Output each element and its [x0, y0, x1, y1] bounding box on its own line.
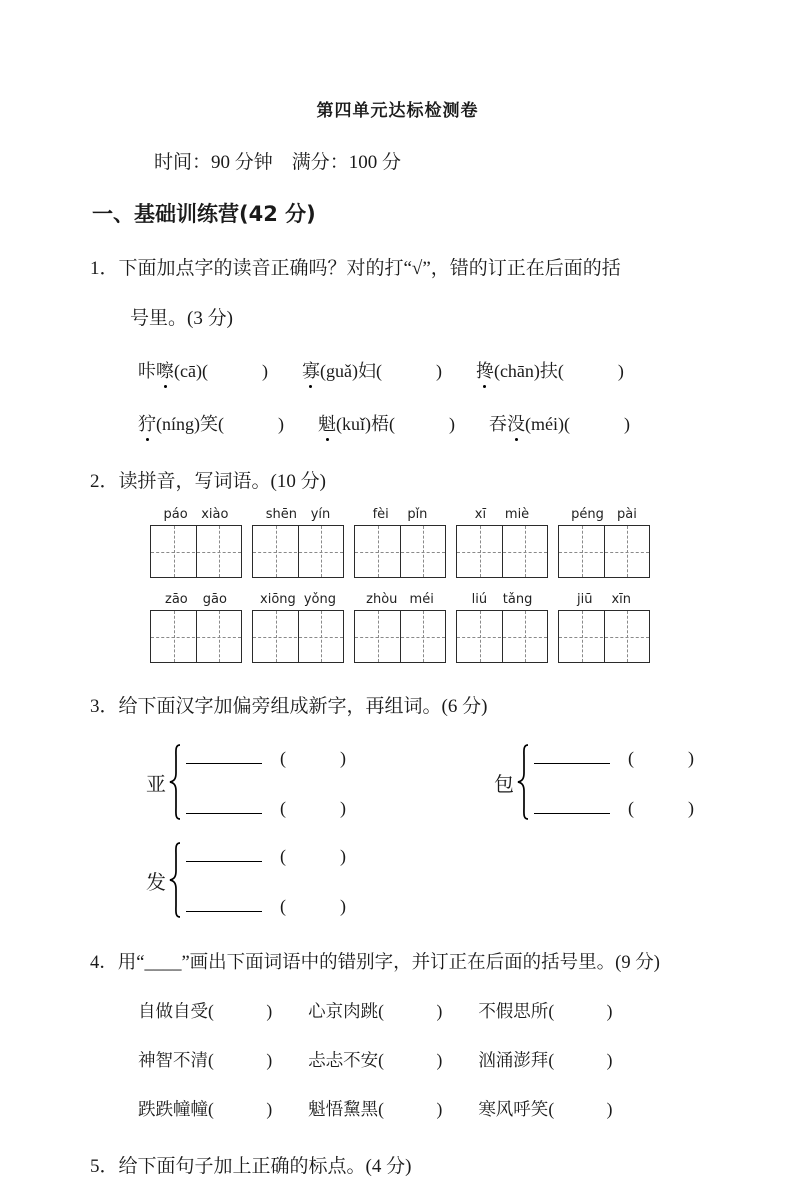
pinyin-syllable: miè [504, 507, 530, 522]
pinyin-label [354, 507, 446, 522]
q1-word-row-1 [138, 357, 705, 383]
q1-item-dotted-char: 没 [507, 410, 525, 436]
pinyin-word-group [456, 592, 548, 663]
writing-grid-box [252, 525, 344, 578]
pinyin-syllable: shēn [265, 507, 297, 522]
pinyin-word-group [354, 592, 446, 663]
q4-item [308, 998, 442, 1023]
q1-item-pre: 咔 [138, 361, 156, 381]
q3-answer-row [186, 744, 346, 770]
pinyin-syllable: jiū [576, 592, 593, 607]
writing-grid-box [456, 610, 548, 663]
q4-item [478, 1096, 612, 1121]
question-1 [90, 253, 705, 436]
pinyin-label [456, 507, 548, 522]
answer-blank: ( ) [389, 414, 455, 434]
answer-blank: ( ) [378, 1099, 443, 1119]
pinyin-syllable: zāo [165, 592, 188, 607]
q3-answer-row [186, 892, 346, 918]
q4-word: 心京肉跳 [308, 1001, 379, 1021]
q3-heading: 3．给下面汉字加偏旁组成新字，再组词。(6 分) [90, 696, 488, 717]
pinyin-syllable: páo [163, 507, 188, 522]
writing-grid-box [150, 525, 242, 578]
q3-answer-row [534, 744, 694, 770]
q1-item-post: (guǎ)妇 [319, 361, 376, 381]
q4-item [308, 1047, 442, 1072]
q1-item [302, 357, 442, 383]
q4-item [478, 998, 612, 1023]
q1-item [318, 410, 455, 436]
pinyin-label [150, 592, 242, 607]
answer-blank: ( ) [548, 1099, 613, 1119]
q3-answer-row [186, 842, 346, 868]
brace-icon [168, 742, 182, 822]
writing-grid-box [456, 525, 548, 578]
q4-word-row-1 [138, 998, 705, 1023]
pinyin-label [252, 592, 344, 607]
paper-title: 第四单元达标检测卷 [316, 101, 479, 121]
answer-line [186, 798, 262, 814]
pinyin-word-group [354, 507, 446, 578]
q1-text-line-2: 号里。(3 分) [130, 308, 233, 329]
writing-grid-box [558, 610, 650, 663]
q1-item [476, 357, 624, 383]
pinyin-syllable: xī [474, 507, 487, 522]
answer-line [186, 846, 262, 862]
writing-grid-box [252, 610, 344, 663]
pinyin-syllable: gāo [202, 592, 227, 607]
q2-grid-row-2 [150, 592, 705, 663]
pinyin-syllable: fèi [372, 507, 389, 522]
answer-blank: ( ) [563, 414, 630, 434]
q4-item [138, 1047, 272, 1072]
answer-blank: ( ) [218, 414, 284, 434]
q1-item-dotted-char: 寡 [302, 357, 320, 383]
pinyin-label [558, 592, 650, 607]
pinyin-syllable: zhòu [366, 592, 398, 607]
q4-word: 魁悟黧黑 [308, 1099, 379, 1119]
answer-blank: ( ) [557, 361, 624, 381]
q1-word-row-2 [138, 410, 705, 436]
answer-blank: ( ) [280, 896, 346, 916]
q4-word: 寒风呼笑 [478, 1099, 549, 1119]
q3-group-row-2 [146, 840, 705, 920]
q1-item-post: (níng)笑 [156, 414, 218, 434]
pinyin-syllable: xiào [201, 507, 229, 522]
pinyin-word-group [558, 592, 650, 663]
q1-item-dotted-char: 魁 [318, 410, 336, 436]
q3-combine-group [494, 742, 694, 822]
answer-blank: ( ) [548, 1050, 613, 1070]
exam-info-line: 时间：90 分钟 满分：100 分 [154, 152, 402, 173]
pinyin-syllable: tǎng [502, 592, 533, 607]
answer-line [186, 896, 262, 912]
q5-heading: 5．给下面句子加上正确的标点。(4 分) [90, 1156, 412, 1177]
pinyin-word-group [150, 592, 242, 663]
answer-blank: ( ) [280, 798, 346, 818]
answer-blank: ( ) [208, 1050, 273, 1070]
pinyin-label [354, 592, 446, 607]
q4-word: 跌跌幢幢 [138, 1099, 208, 1119]
q4-item [138, 1096, 272, 1121]
writing-grid-box [354, 525, 446, 578]
answer-blank: ( ) [378, 1050, 443, 1070]
q3-group-row-1 [146, 742, 705, 822]
q3-combine-group [146, 742, 346, 822]
q4-item [478, 1047, 612, 1072]
question-2 [90, 466, 705, 663]
answer-blank: ( ) [201, 361, 268, 381]
q3-combine-group [146, 840, 346, 920]
q3-answer-row [534, 794, 694, 820]
pinyin-word-group [150, 507, 242, 578]
q2-grid-row-1 [150, 507, 705, 578]
pinyin-label [456, 592, 548, 607]
pinyin-label [558, 507, 650, 522]
answer-line [186, 748, 262, 764]
answer-blank: ( ) [378, 1001, 443, 1021]
answer-blank: ( ) [548, 1001, 613, 1021]
answer-line [534, 798, 610, 814]
question-5 [90, 1151, 705, 1178]
question-3 [90, 691, 705, 920]
q1-item-post: (cā) [174, 361, 202, 381]
pinyin-syllable: méi [409, 592, 434, 607]
pinyin-syllable: péng [571, 507, 604, 522]
brace-icon [168, 840, 182, 920]
q4-word: 汹涌澎拜 [478, 1050, 549, 1070]
q1-item-dotted-char: 嚓 [156, 357, 174, 383]
answer-blank: ( ) [280, 846, 346, 866]
writing-grid-box [354, 610, 446, 663]
pinyin-label [252, 507, 344, 522]
answer-blank: ( ) [280, 748, 346, 768]
brace-icon [516, 742, 530, 822]
q1-item [138, 410, 284, 436]
answer-blank: ( ) [628, 798, 694, 818]
pinyin-syllable: liú [471, 592, 488, 607]
q3-base-char: 发 [146, 871, 166, 894]
q4-heading: 4．用“____”画出下面词语中的错别字，并订正在后面的括号里。(9 分) [90, 953, 660, 973]
q3-base-char: 亚 [146, 773, 166, 796]
q1-item-dotted-char: 狞 [138, 410, 156, 436]
answer-blank: ( ) [208, 1099, 273, 1119]
question-4 [90, 948, 705, 1121]
q1-text-line-1: 1．下面加点字的读音正确吗？对的打“√”，错的订正在后面的括 [90, 258, 621, 279]
q1-item-dotted-char: 搀 [476, 357, 494, 383]
answer-blank: ( ) [208, 1001, 273, 1021]
q3-base-char: 包 [494, 773, 514, 796]
q4-word-row-3 [138, 1096, 705, 1121]
pinyin-syllable: pǐn [407, 507, 428, 522]
pinyin-syllable: yǒng [303, 592, 336, 607]
q2-heading: 2．读拼音，写词语。(10 分) [90, 471, 326, 492]
pinyin-label [150, 507, 242, 522]
q1-item-post: (kuǐ)梧 [336, 414, 389, 434]
q1-item [489, 410, 630, 436]
pinyin-word-group [252, 507, 344, 578]
pinyin-syllable: pài [617, 507, 637, 522]
pinyin-syllable: xīn [611, 592, 631, 607]
q4-word: 自做自受 [138, 1001, 208, 1021]
writing-grid-box [150, 610, 242, 663]
answer-blank: ( ) [375, 361, 442, 381]
pinyin-word-group [558, 507, 650, 578]
answer-blank: ( ) [628, 748, 694, 768]
writing-grid-box [558, 525, 650, 578]
q3-answer-row [186, 794, 346, 820]
pinyin-syllable: xiōng [260, 592, 296, 607]
answer-line [534, 748, 610, 764]
pinyin-word-group [252, 592, 344, 663]
q4-word: 不假思所 [478, 1001, 549, 1021]
q1-item-pre: 吞 [489, 414, 507, 434]
q4-item [138, 998, 272, 1023]
pinyin-word-group [456, 507, 548, 578]
q4-item [308, 1096, 442, 1121]
q4-word: 忐忐不安 [308, 1050, 379, 1070]
q1-item-post: (méi) [525, 414, 564, 434]
q4-word-row-2 [138, 1047, 705, 1072]
q1-item [138, 357, 268, 383]
q1-item-post: (chān)扶 [493, 361, 558, 381]
pinyin-syllable: yín [310, 507, 331, 522]
q4-word: 神智不清 [138, 1050, 208, 1070]
section-1-heading: 一、基础训练营(42 分) [92, 202, 316, 226]
